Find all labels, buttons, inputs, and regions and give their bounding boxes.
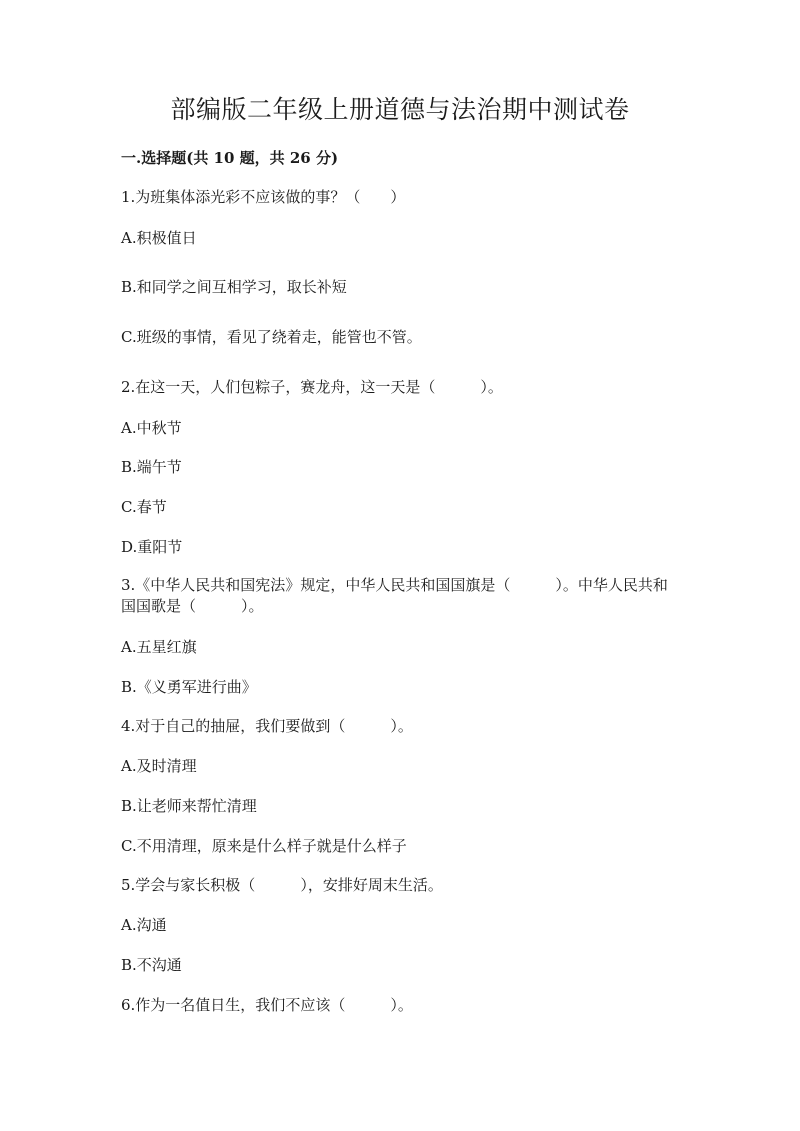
question-1-option-b[interactable]: B.和同学之间互相学习，取长补短	[121, 278, 347, 296]
section-heading: 一.选择题(共 10 题，共 26 分)	[121, 149, 339, 167]
question-4-option-c[interactable]: C.不用清理，原来是什么样子就是什么样子	[121, 837, 407, 855]
question-5-option-b[interactable]: B.不沟通	[121, 956, 182, 974]
question-2-stem: 2.在这一天，人们包粽子，赛龙舟，这一天是（ ）。	[121, 378, 503, 396]
question-2-option-b[interactable]: B.端午节	[121, 458, 182, 476]
question-2-option-c[interactable]: C.春节	[121, 498, 167, 516]
question-2-option-d[interactable]: D.重阳节	[121, 538, 183, 556]
question-4-option-b[interactable]: B.让老师来帮忙清理	[121, 797, 257, 815]
question-4-stem: 4.对于自己的抽屉，我们要做到（ ）。	[121, 717, 413, 735]
question-3-option-b[interactable]: B.《义勇军进行曲》	[121, 678, 257, 696]
question-1-option-a[interactable]: A.积极值日	[121, 229, 197, 247]
question-5-stem: 5.学会与家长积极（ ），安排好周末生活。	[121, 876, 443, 894]
question-4-option-a[interactable]: A.及时清理	[121, 757, 197, 775]
question-3-option-a[interactable]: A.五星红旗	[121, 638, 197, 656]
question-1-stem: 1.为班集体添光彩不应该做的事？（ ）	[121, 188, 406, 206]
question-5-option-a[interactable]: A.沟通	[121, 916, 167, 934]
question-6-stem: 6.作为一名值日生，我们不应该（ ）。	[121, 996, 413, 1014]
question-3-stem: 3.《中华人民共和国宪法》规定，中华人民共和国国旗是（ ）。中华人民共和国国歌是（ ）。	[121, 576, 668, 615]
page-title: 部编版二年级上册道德与法治期中测试卷	[170, 95, 630, 124]
question-2-option-a[interactable]: A.中秋节	[121, 419, 182, 437]
question-1-option-c[interactable]: C.班级的事情，看见了绕着走，能管也不管。	[121, 328, 422, 346]
